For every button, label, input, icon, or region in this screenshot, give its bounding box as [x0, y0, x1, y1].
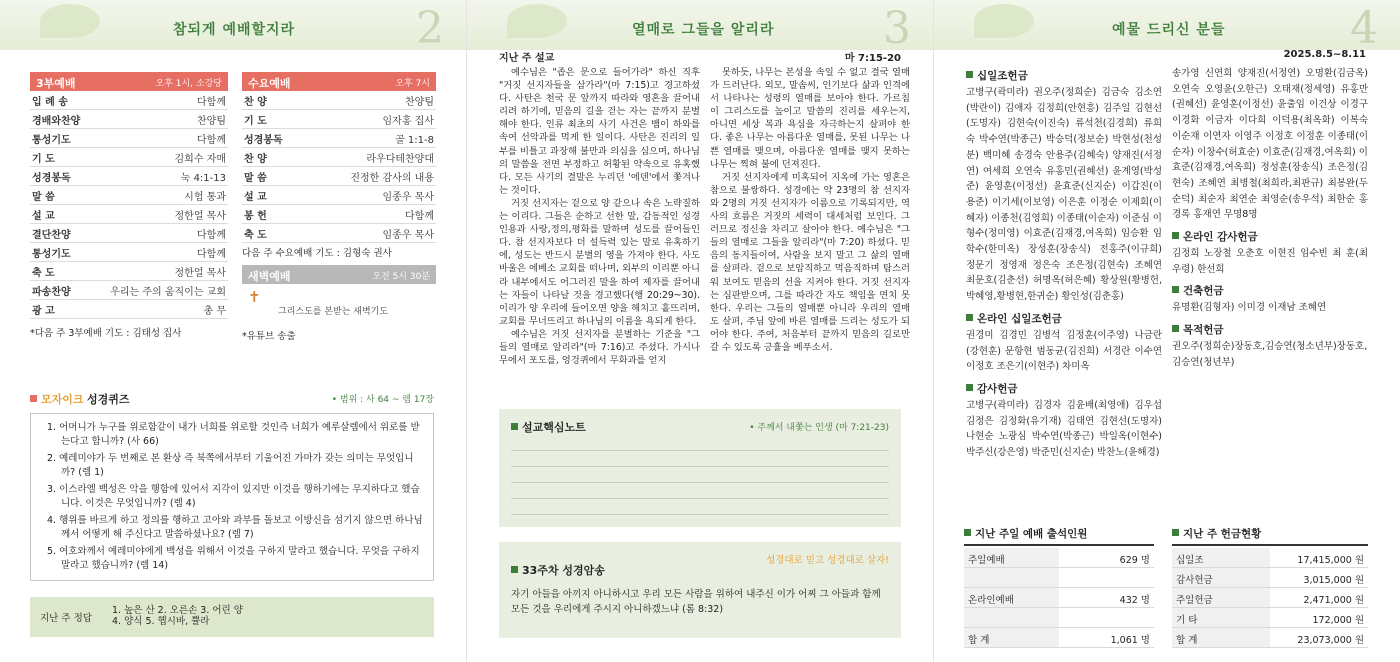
bullet-icon: [966, 71, 973, 78]
table-row: 합 계 23,073,000 원: [1172, 628, 1368, 648]
table-row: 찬 양 라우다테찬양대: [242, 148, 436, 167]
table-row: 결단찬양 다함께: [30, 224, 228, 243]
bullet-icon: [964, 529, 971, 536]
quiz-item: 2. 예레미야가 두 번째로 본 환상 즉 북쪽에서부터 기울어진 가마가 갖는 의미는 무엇입니까? (렘 1): [47, 453, 414, 478]
memory-verse: 자기 아들을 아끼지 아니하시고 우리 모든 사람을 위하여 내주신 이가 어찌 그 아들과 함께 모든 것을 우리에게 주시지 아니하겠느냐 (롬 8:32): [511, 589, 881, 615]
table-row: 주일예배 629 명: [964, 548, 1154, 568]
quiz-box: [30, 413, 434, 581]
offering-table: 지난 주 헌금현황 십일조 17,415,000 원 감사헌금 3,015,000 원 주일헌금 2,471,000 원 기 타 172,000 원 합 계 23,073,000 원: [1172, 526, 1368, 648]
page-2-panel: [0, 0, 466, 662]
table-row: 주일헌금 2,471,000 원: [1172, 588, 1368, 608]
page-header: [934, 0, 1400, 54]
table-row: 기 도 김희수 자매: [30, 148, 228, 167]
bullet-icon: [966, 314, 973, 321]
table-row: 성경봉독 눅 4:1-13: [30, 167, 228, 186]
dawn-note: *유튜브 송출: [242, 331, 296, 342]
attendance-table: 지난 주일 예배 출석인원 주일예배 629 명 온라인예배 432 명 합 계 1,061 명: [964, 526, 1154, 648]
table-row: 경배와찬양 찬양팀: [30, 110, 228, 129]
bullet-icon: [1172, 286, 1179, 293]
service-3-header: 3부예배 오후 1시, 소강당: [30, 72, 228, 91]
bullet-icon: [1172, 325, 1179, 332]
memory-verse-box: 33주차 성경암송 성경대로 믿고 성경대로 살자! 자기 아들을 아끼지 아니하시고 우리 모든 사람을 위하여 내주신 이가 어찌 그 아들과 함께 모든 것을 우리에게 주시지 아니하겠느냐 (롬 8:32): [499, 542, 901, 638]
bullet-icon: [1172, 232, 1179, 239]
page-number: 2: [416, 3, 444, 54]
table-row: 설 교 임종우 목사: [242, 186, 436, 205]
quiz-answer: 지난 주 정답 1. 높은 산 2. 오른손 3. 어린 양 4. 양식 5. 헵시바, 쁄라: [30, 597, 434, 637]
dawn-header: 새벽예배 오전 5시 30분: [242, 265, 436, 284]
table-row: 합 계 1,061 명: [964, 628, 1154, 648]
bullet-icon: [966, 384, 973, 391]
sermon-note-box: 설교핵심노트 • 주께서 내쫓는 인생 (마 7:21-23): [499, 409, 901, 527]
table-row: 파송찬양 우리는 주의 움직이는 교회: [30, 281, 228, 300]
sermon-paragraph: 거짓 선지자에게 미혹되어 지옥에 가는 영혼은 참으로 불쌍하다. 성경에는 약 23명의 참 선지자와 2명의 거짓 선지자가 이름으로 기록되지만, 역사의 흐름은 거짓의 세력이 대세처럼 보인다. 그러므로 정신을 차리고 살아야 한다. 예수님은 "그들의 열매로 그들을 알리라"(마 7:20) 하셨다. 믿음의 동지들이여, 사람을 보지 말고 그 삶의 열매를 살펴라. 겉으로 보암직하고 먹음직하며 탐스러워 보여도 믿음의 선을 지켜야 한다. 거짓 선지자는 심판받으며, 그를 따라간 자도 책임을 면치 못한다. 우리는 그들의 열매뿐 아니라 우리의 열매도 살펴, 주님 앞에 바른 열매를 드리는 성도가 되어야 한다. 주여, 처음부터 끝까지 믿음의 길로만 갈 수 있도록 긍휼을 베푸소서.: [710, 171, 910, 353]
quiz-item: 5. 여호와께서 예레미야에게 백성을 위해서 이것을 구하지 말라고 했습니다. 무엇을 구하지 말라고 했습니까? (렘 14): [47, 546, 420, 571]
service-3-table: [30, 72, 228, 339]
sermon-column-1: [499, 66, 700, 367]
page-4-panel: [933, 0, 1400, 662]
table-row: 말 씀 시험 통과: [30, 186, 228, 205]
sermon-ref: 마 7:15-20: [844, 53, 901, 64]
table-row: 입 례 송 다함께: [30, 91, 228, 110]
leaf-decoration: [974, 4, 1034, 38]
page-title: 예물 드리신 분들: [1112, 22, 1226, 38]
table-row: 성경봉독 골 1:1-8: [242, 129, 436, 148]
wednesday-table: [242, 72, 436, 342]
table-row: 광 고 총 무: [30, 300, 228, 319]
bullet-icon: [1172, 529, 1179, 536]
table-row: [964, 608, 1154, 628]
wednesday-note: 다음 주 수요예배 기도 : 김형숙 권사: [242, 248, 392, 259]
offering-column-1: 십일조헌금 고병구(곽미라) 권오주(정희순) 김금숙 김소연(박란이) 김애자 김정희(안현흥) 김주일 김현선(도명자) 김현숙(이진숙) 류석천(김경희) 류희숙 박수연(박종근) 박승덕(정보순) 박현성(천성분) 백미혜 송경숙 안용주(김혜숙) 양재진(서정연) 여세희 오연숙 유홍민(권혜선) 윤계영(박성준) 윤영훈(이정선) 윤효준(신지순) 이갑진(이용준) 이기세(이보영) 이은훈 이정순 이제희(이혜자) 이종천(김영희) 이종태(이순자) 이준심 이형수(정미영) 이효준(김재경,여옥희) 임승환 임학수(한미옥) 장성훈(장송식) 전홍주(이규희) 정문기 정영재 정은숙 조은정(김현숙) 조혜연 최문호(김춘선) 허명옥(허은혜) 황상원(황병헌,박혜영,황병현,한귀순) 황인성(김춘홍) 온라인 십일조헌금 권경미 김경민 김병석 김정훈(이주영) 나금란(강현훈) 문항현 범동균(김진희) 서경란 이수연 이정호 조은기(이현주) 차미옥 감사헌금 고병구(곽미라) 김경자 김윤배(최영애) 김우섭 김정은 김정화(유기재) 김태연 김현선(도명자) 나현순 노광심 박수연(박종근) 박일옥(이현수) 박주신(강은영) 박준민(신지순) 박찬노(윤해경): [966, 70, 1162, 459]
page-header: [0, 0, 466, 54]
cross-icon: ✝: [248, 288, 261, 306]
quiz-heading: 모자이크 성경퀴즈 • 범위 : 사 64 ~ 렘 17장: [30, 391, 434, 407]
sermon-column-2: [710, 66, 910, 354]
page-number: 3: [883, 3, 911, 54]
table-row: 설 교 정한얼 목사: [30, 205, 228, 224]
quiz-item: 3. 이스라엘 백성은 악을 행함에 있어서 지각이 있지만 이것을 행하기에는 무지하다고 했습니다. 이것은 무엇입니까? (렘 4): [47, 484, 420, 509]
quiz-item: 1. 어머니가 누구를 위로함같이 내가 너희를 위로할 것인즉 너희가 예루살렘에서 위로를 받는다고 합니까? (사 66): [47, 422, 420, 447]
sermon-paragraph: 거짓 선지자는 겉으로 양 같으나 속은 노략질하는 이리다. 그들은 순하고 선한 말, 감동적인 성경 인용과 사랑,정의,평화를 말하며 성도를 끌어들인다. 참 선지자보다 더 설득력 있는 말로 유혹하기에, 성도는 반드시 분별의 영을 가져야 한다. 사도 바울은 에베소 교회를 떠나며, 외부의 이리뿐 아니라 내부에서도 어그러진 말을 하여 제자를 끌어내는 자들이 나타날 것을 경고했다(행 20:29~30). 이리가 양 우리에 들어오면 양을 해치고 흩뜨리며, 교회를 무너뜨리고 하나님의 이름을 욕되게 한다.: [499, 197, 700, 327]
offering-column-2: 송가영 신연희 양재진(서정연) 오명환(김금옥) 오연숙 오영윤(오한근) 오태재(정세영) 유홍만(권혜선) 윤영훈(이정선) 윤출임 이건상 이경구 이경화 이금자 이다희 이덕용(최옥화) 이복숙 이순재 이연자 이영주 이정호 이정훈 이종태(이순자) 이창수(허효순) 이효준(김재경,여옥희) 이효준(김재경,여옥희) 정성훈(장송식) 조은정(김현숙) 조혜연 최병철(최희라,최판규) 최봉완(두순덕) 최순자 최연순 최영순(송우석) 최한순 홍경록 홍재연 무명8명 온라인 감사헌금 김정희 노장철 오춘호 이현진 임수빈 최 훈(최우령) 한선희 건축헌금 유명환(김형자) 이미경 이재남 조혜연 목적헌금 권오주(정희순)장동호,김승연(청소년부)장동호, 김승연(청년부): [1172, 68, 1368, 368]
table-row: 축 도 정한얼 목사: [30, 262, 228, 281]
table-row: 감사헌금 3,015,000 원: [1172, 568, 1368, 588]
leaf-decoration: [507, 4, 567, 38]
bullet-icon: [511, 566, 518, 573]
page-number: 4: [1350, 3, 1378, 54]
table-row: 십일조 17,415,000 원: [1172, 548, 1368, 568]
page-title: 참되게 예배할지라: [173, 22, 296, 38]
offering-date: 2025.8.5~8.11: [1283, 49, 1366, 60]
table-row: 기 도 임자홍 집사: [242, 110, 436, 129]
sermon-label: 지난 주 설교: [499, 53, 555, 64]
sermon-paragraph: 예수님은 "좁은 문으로 들어가라" 하신 직후 "거짓 선지자들을 삼가라"(마 7:15)고 경고하셨다. 사탄은 천국 문 앞까지 따라와 영혼을 끌어내리려 하기에, 믿음의 길을 걷는 자는 끝까지 분별해야 한다. 인류 최초의 사기 사건은 뱀이 하와를 속여 선악과를 먹게 한 일이다. 사탄은 진리의 일부를 비틀고 과장해 불만과 의심을 심으며, 하나님의 말씀을 전면 부정하고 허황된 약속으로 유혹했다. 모든 사기의 결말은 누리던 '에덴'에서 쫓겨나는 것이다.: [499, 67, 700, 196]
wednesday-header: 수요예배 오후 7시: [242, 72, 436, 91]
bullet-icon: [30, 395, 37, 402]
table-row: 통성기도 다함께: [30, 243, 228, 262]
page-title: 열매로 그들을 알리라: [632, 22, 775, 38]
sermon-paragraph: 예수님은 거짓 선지자를 분별하는 기준을 "그들의 열매로 알리라"(마 7:16)고 주셨다. 가시나무에서 포도를, 엉겅퀴에서 무화과를 얻지: [499, 328, 700, 367]
table-row: 봉 헌 다함께: [242, 205, 436, 224]
table-row: [964, 568, 1154, 588]
table-row: 통성기도 다함께: [30, 129, 228, 148]
table-row: 말 씀 진정한 감사의 내용: [242, 167, 436, 186]
table-row: 온라인예배 432 명: [964, 588, 1154, 608]
table-row: 축 도 임종우 목사: [242, 224, 436, 243]
sermon-paragraph: 못하듯, 나무는 본성을 속일 수 없고 결국 열매가 드러난다. 외모, 말솜씨, 인기보다 삶과 인격에서 나타나는 성령의 열매를 보아야 한다. 가르침이 그리스도를 높이고 말씀의 진리를 세우는지, 아니면 세상 복과 욕심을 자극하는지 살펴야 한다. 좋은 나무는 아름다운 열매를, 못된 나무는 나쁜 열매를 맺으며, 아름다운 열매를 맺지 못하는 나무는 찍혀 불에 던져진다.: [710, 67, 910, 170]
quiz-item: 4. 행위를 바르게 하고 정의를 행하고 고아와 과부를 돌보고 이방신을 섬기지 않으면 하나님께서 어떻게 해 주신다고 말씀하셨나요? (렘 7): [47, 515, 423, 540]
table-row: 찬 양 찬양팀: [242, 91, 436, 110]
table-row: 기 타 172,000 원: [1172, 608, 1368, 628]
service-3-note: *다음 주 3부예배 기도 : 김태성 집사: [30, 328, 182, 339]
bullet-icon: [511, 423, 518, 430]
dawn-logo: ✝ 그리스도를 본받는 새벽기도: [248, 288, 389, 317]
page-header: [467, 0, 933, 54]
leaf-decoration: [40, 4, 100, 38]
